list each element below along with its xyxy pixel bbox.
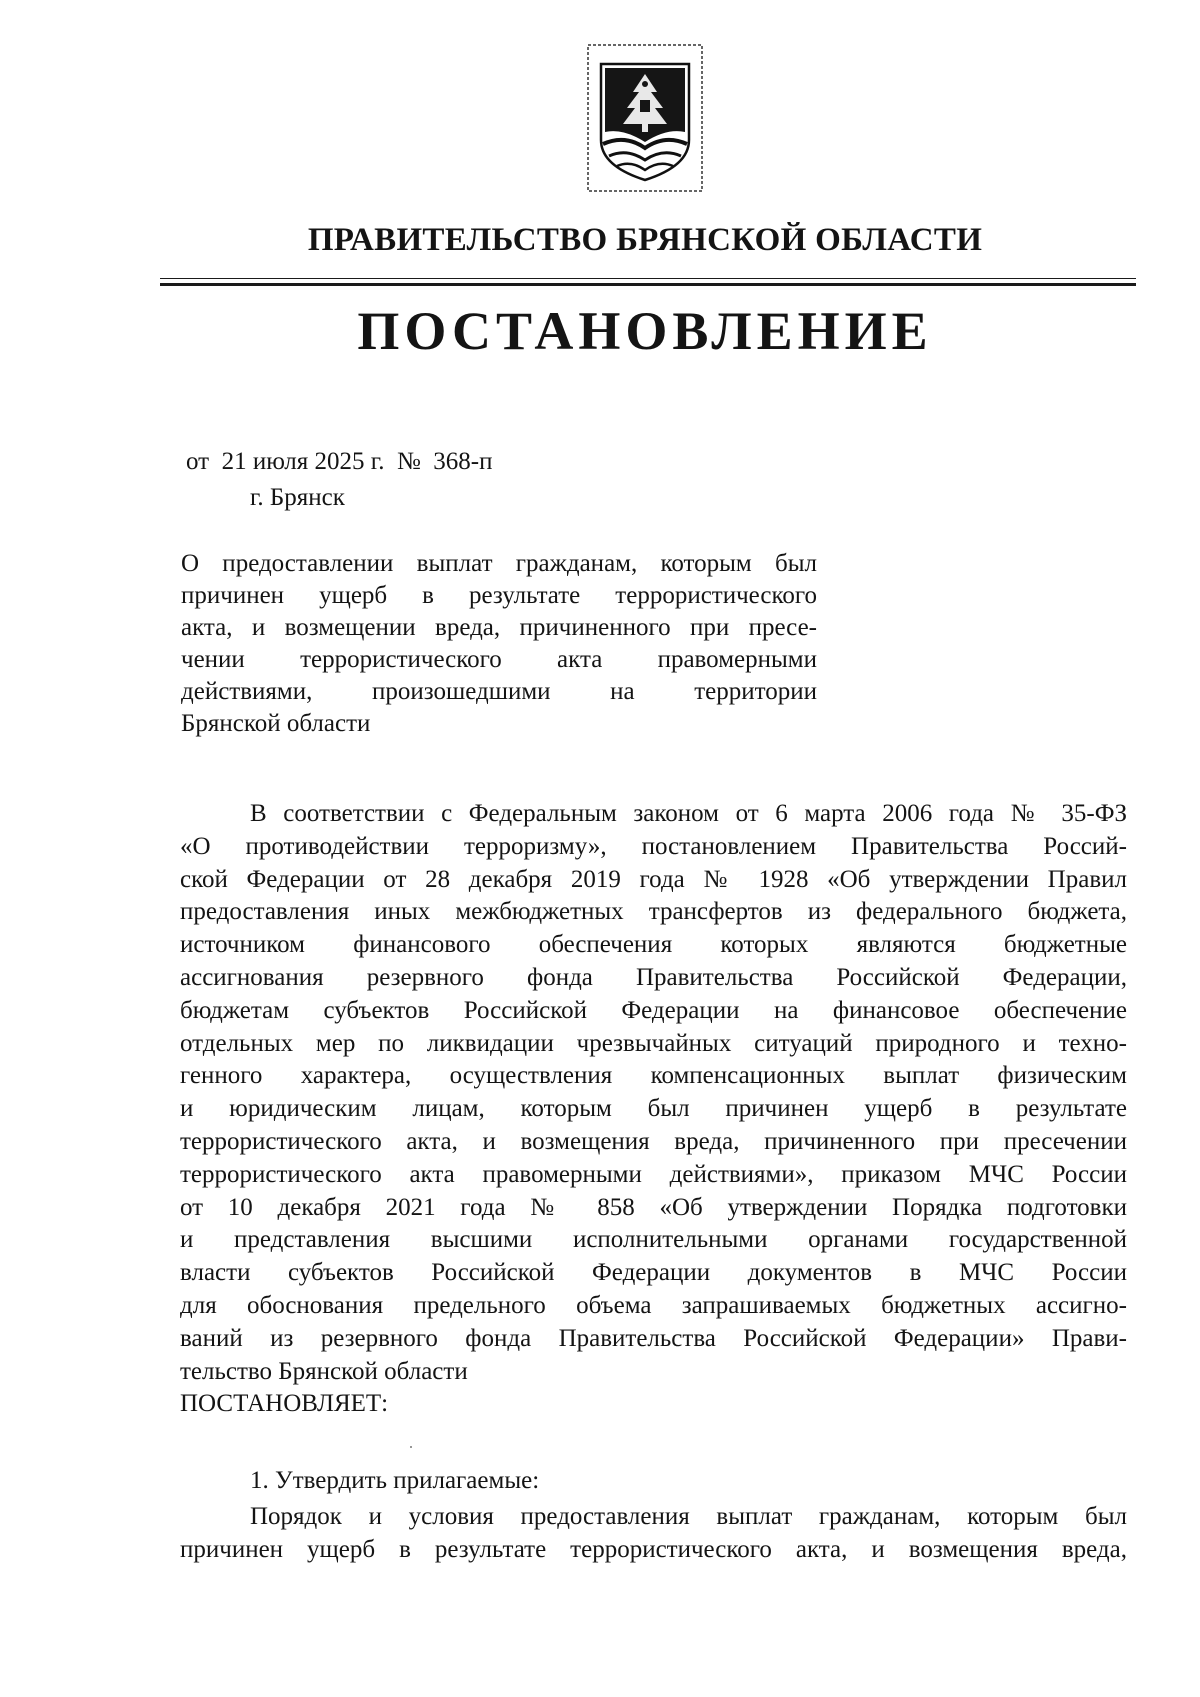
- body-line: ассигнования резервного фонда Правительства Российской Федерации,: [180, 963, 1127, 991]
- document-type-heading: ПОСТАНОВЛЕНИЕ: [357, 301, 933, 361]
- body-line: ваний из резервного фонда Правительства Российской Федерации» Прави-: [180, 1324, 1127, 1352]
- preamble-paragraph: [180, 798, 1127, 1388]
- body-line: и юридическим лицам, которым был причинен ущерб в результате: [180, 1095, 1127, 1123]
- body-line: ской Федерации от 28 декабря 2019 года № 1928 «Об утверждении Правил: [180, 865, 1127, 893]
- organization-title: ПРАВИТЕЛЬСТВО БРЯНСКОЙ ОБЛАСТИ: [307, 222, 983, 258]
- body-line: от 10 декабря 2021 года № 858 «Об утверждении Порядка подготовки: [180, 1193, 1127, 1221]
- body-line: террористического акта правомерными действиями», приказом МЧС России: [180, 1160, 1127, 1188]
- resolves-heading: ПОСТАНОВЛЯЕТ:: [180, 1390, 389, 1417]
- title-line: О предоставлении выплат гражданам, которым был: [181, 550, 817, 577]
- scan-speck: [410, 1446, 412, 1448]
- body-line: отдельных мер по ликвидации чрезвычайных ситуаций природного и техно-: [180, 1029, 1127, 1057]
- item-1-text: [180, 1500, 1127, 1566]
- body-line: предоставления иных межбюджетных трансфертов из федерального бюджета,: [180, 898, 1127, 926]
- title-line: действиями, произошедшими на территории: [181, 678, 817, 705]
- body-line: власти субъектов Российской Федерации документов в МЧС России: [180, 1259, 1127, 1287]
- body-line: генного характера, осуществления компенсационных выплат физическим: [180, 1062, 1127, 1090]
- body-line: бюджетам субъектов Российской Федерации на финансовое обеспечение: [180, 996, 1127, 1024]
- title-line: акта, и возмещении вреда, причиненного при пресе-: [181, 614, 817, 641]
- document-city: г. Брянск: [250, 484, 345, 511]
- body-line: источником финансового обеспечения которых являются бюджетные: [180, 931, 1127, 959]
- item-1-heading: 1. Утвердить прилагаемые:: [250, 1467, 540, 1494]
- header-divider-thin: [160, 278, 1136, 279]
- body-line: В соответствии с Федеральным законом от 6 марта 2006 года № 35-ФЗ: [250, 800, 1127, 827]
- body-line: террористического акта, и возмещения вреда, причиненного при пресечении: [180, 1127, 1127, 1155]
- body-line: тельство Брянской области: [180, 1357, 468, 1385]
- document-title: [181, 548, 817, 740]
- document-date-number: от 21 июля 2025 г. № 368-п: [186, 448, 493, 475]
- title-line: Брянской области: [181, 710, 371, 737]
- title-line: причинен ущерб в результате террористического: [181, 582, 817, 609]
- item-text-line: Порядок и условия предоставления выплат гражданам, которым был: [250, 1503, 1127, 1530]
- body-line: «О противодействии терроризму», постановлением Правительства Россий-: [180, 832, 1127, 860]
- body-line: для обоснования предельного объема запрашиваемых бюджетных ассигно-: [180, 1291, 1127, 1319]
- bryansk-coat-of-arms-icon: [587, 44, 703, 192]
- body-line: и представления высшими исполнительными органами государственной: [180, 1226, 1127, 1254]
- header-divider-thick: [160, 283, 1136, 286]
- title-line: чении террористического акта правомерными: [181, 646, 817, 673]
- item-text-line: причинен ущерб в результате террористического акта, и возмещения вреда,: [180, 1536, 1127, 1563]
